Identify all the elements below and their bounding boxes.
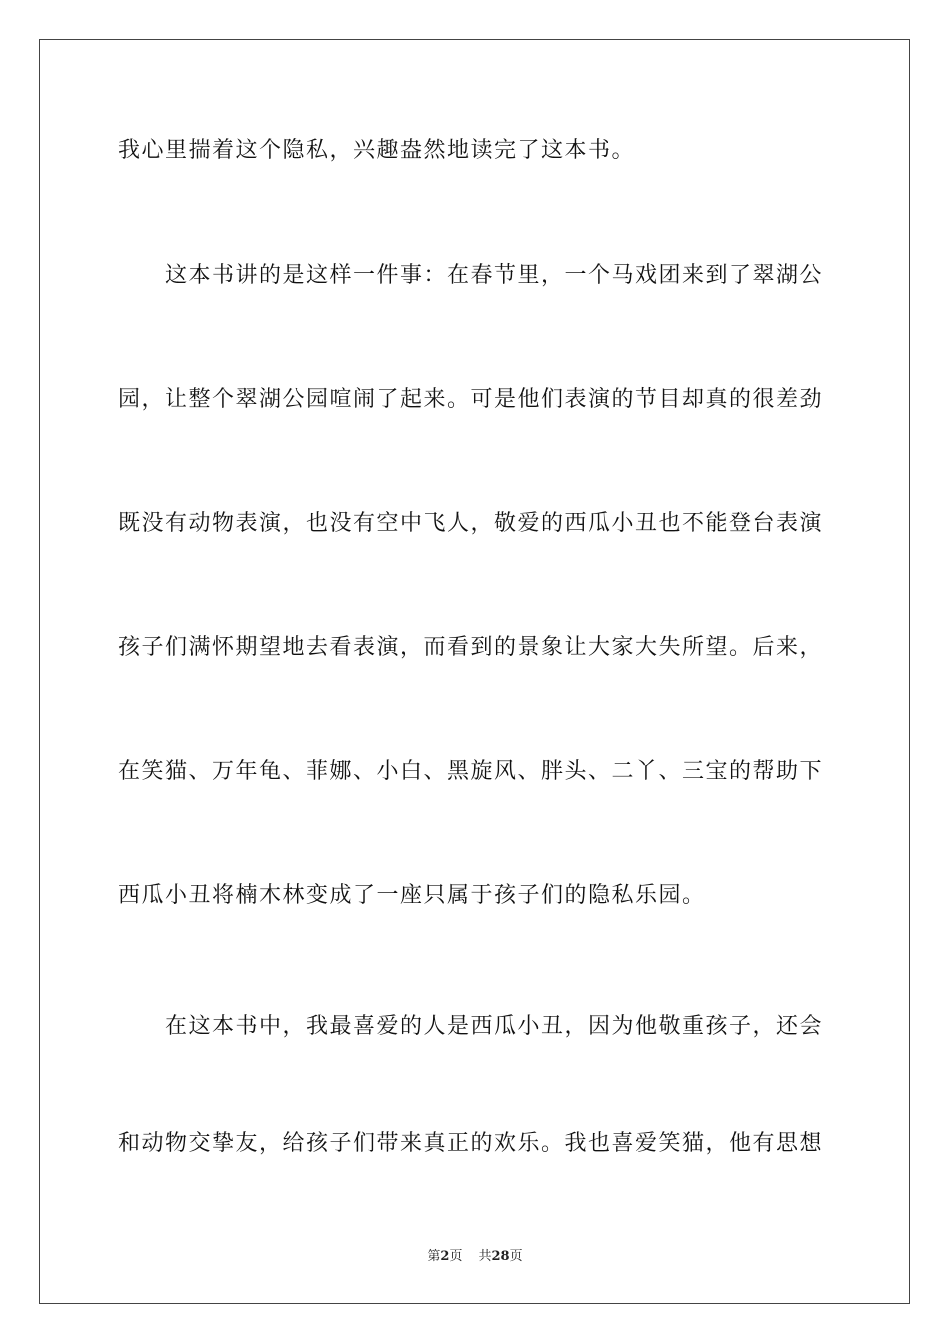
footer-total-suffix: 页 [509,1249,523,1264]
body-text-line: 园，让整个翠湖公园喧闹了起来。可是他们表演的节目却真的很差劲 [118,387,824,412]
body-text-line: 孩子们满怀期望地去看表演，而看到的景象让大家大失所望。后来， [118,635,824,660]
footer-page-number: 2 [440,1249,450,1264]
footer-page-suffix: 页 [449,1249,463,1264]
footer-page-prefix: 第 [427,1249,441,1264]
page-border [39,39,910,1304]
body-text-line: 既没有动物表演，也没有空中飞人，敬爱的西瓜小丑也不能登台表演 [118,511,824,536]
body-text-line: 在笑猫、万年龟、菲娜、小白、黑旋风、胖头、二丫、三宝的帮助下 [118,759,824,784]
body-text-line: 这本书讲的是这样一件事：在春节里，一个马戏团来到了翠湖公 [118,263,824,288]
page-footer [0,1248,950,1266]
footer-total-pages: 28 [491,1249,510,1264]
footer-total-prefix: 共 [478,1249,492,1264]
body-text-line: 西瓜小丑将楠木林变成了一座只属于孩子们的隐私乐园。 [118,883,706,908]
body-text-line: 我心里揣着这个隐私，兴趣盎然地读完了这本书。 [118,138,636,163]
body-text-line: 在这本书中，我最喜爱的人是西瓜小丑，因为他敬重孩子，还会 [118,1014,824,1039]
body-text-line: 和动物交挚友，给孩子们带来真正的欢乐。我也喜爱笑猫，他有思想 [118,1131,824,1156]
